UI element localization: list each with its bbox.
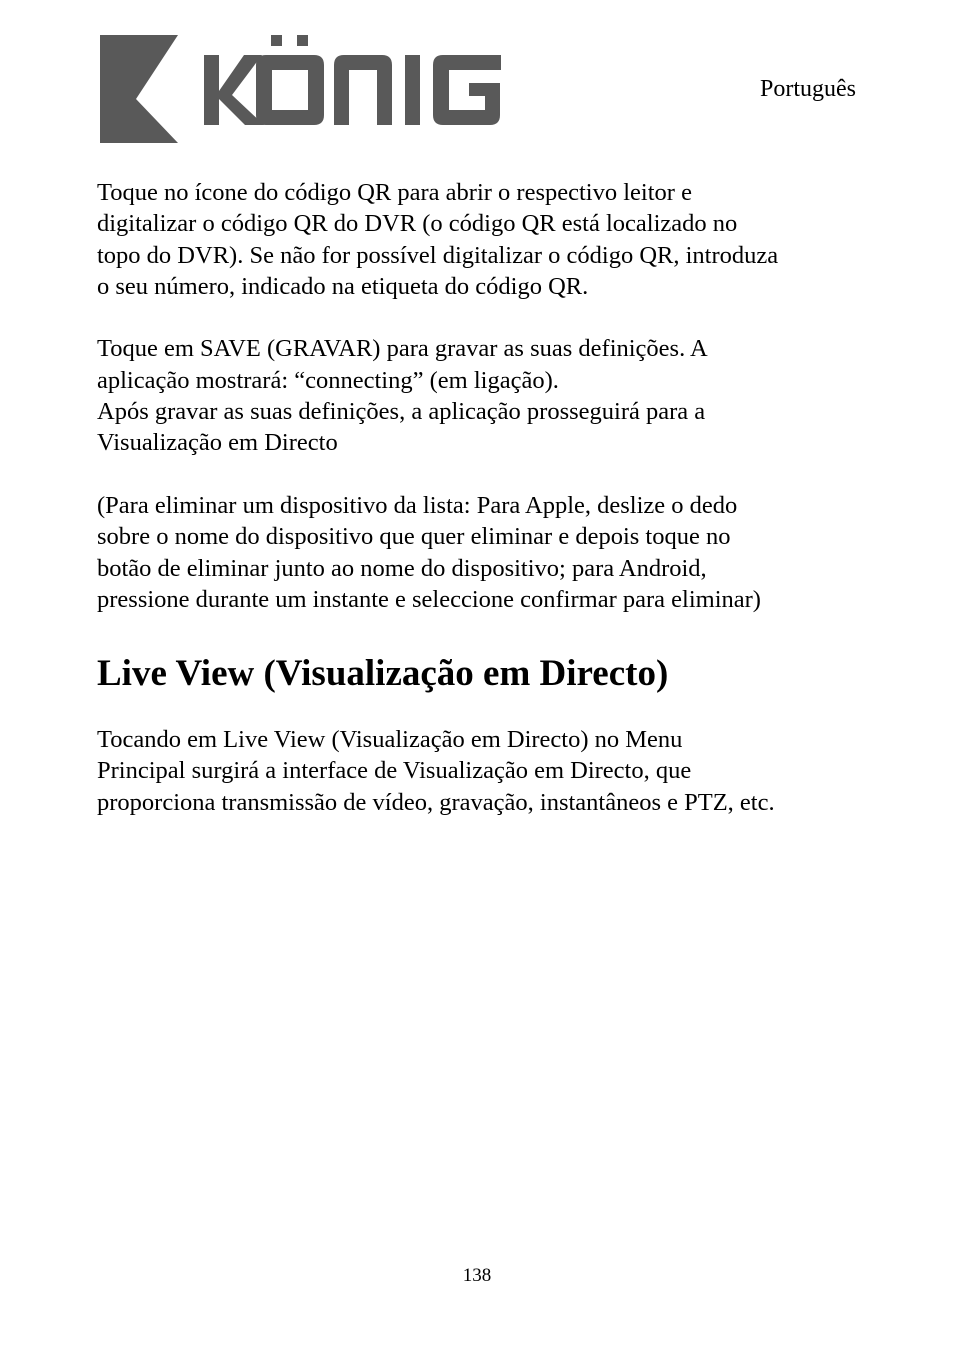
language-label: Português	[760, 76, 856, 102]
paragraph-qr-code	[97, 177, 877, 302]
section-heading: Live View (Visualização em Directo)	[97, 653, 669, 695]
text-line: proporciona transmissão de vídeo, gravação, instantâneos e PTZ, etc.	[97, 788, 775, 816]
text-line: Toque no ícone do código QR para abrir o respectivo leitor e	[97, 179, 692, 206]
text-line: o seu número, indicado na etiqueta do código QR.	[97, 272, 589, 300]
paragraph-live-view	[97, 724, 877, 818]
text-line: digitalizar o código QR do DVR (o código QR está localizado no	[97, 210, 738, 238]
text-line: pressione durante um instante e seleccione confirmar para eliminar)	[97, 585, 761, 613]
paragraph-gap	[97, 302, 877, 333]
text-line: Toque em SAVE (GRAVAR) para gravar as suas definições. A	[97, 335, 708, 363]
text-line: Visualização em Directo	[97, 429, 338, 457]
text-line: sobre o nome do dispositivo que quer eliminar e depois toque no	[97, 523, 731, 551]
heading-gap	[97, 696, 877, 724]
paragraph-delete-device	[97, 490, 877, 615]
text-line: topo do DVR). Se não for possível digitalizar o código QR, introduza	[97, 241, 779, 269]
text-line: Após gravar as suas definições, a aplicação prosseguirá para a	[97, 398, 706, 426]
text-line: (Para eliminar um dispositivo da lista: Para Apple, deslize o dedo	[97, 491, 738, 519]
logo-k-mark	[100, 35, 178, 143]
text-line: botão de eliminar junto ao nome do dispositivo; para Android,	[97, 554, 707, 582]
paragraph-save-settings	[97, 333, 877, 458]
text-line: Principal surgirá a interface de Visualização em Directo, que	[97, 757, 692, 785]
text-line: Tocando em Live View (Visualização em Directo) no Menu	[97, 726, 683, 754]
page-content	[97, 177, 877, 818]
logo-lettering	[204, 35, 501, 125]
paragraph-gap	[97, 459, 877, 490]
konig-logo-graphic	[98, 33, 518, 145]
page-number: 138	[462, 1265, 492, 1286]
konig-logo	[98, 33, 518, 145]
text-line: aplicação mostrará: “connecting” (em ligação).	[97, 366, 559, 394]
heading-gap	[97, 615, 877, 652]
